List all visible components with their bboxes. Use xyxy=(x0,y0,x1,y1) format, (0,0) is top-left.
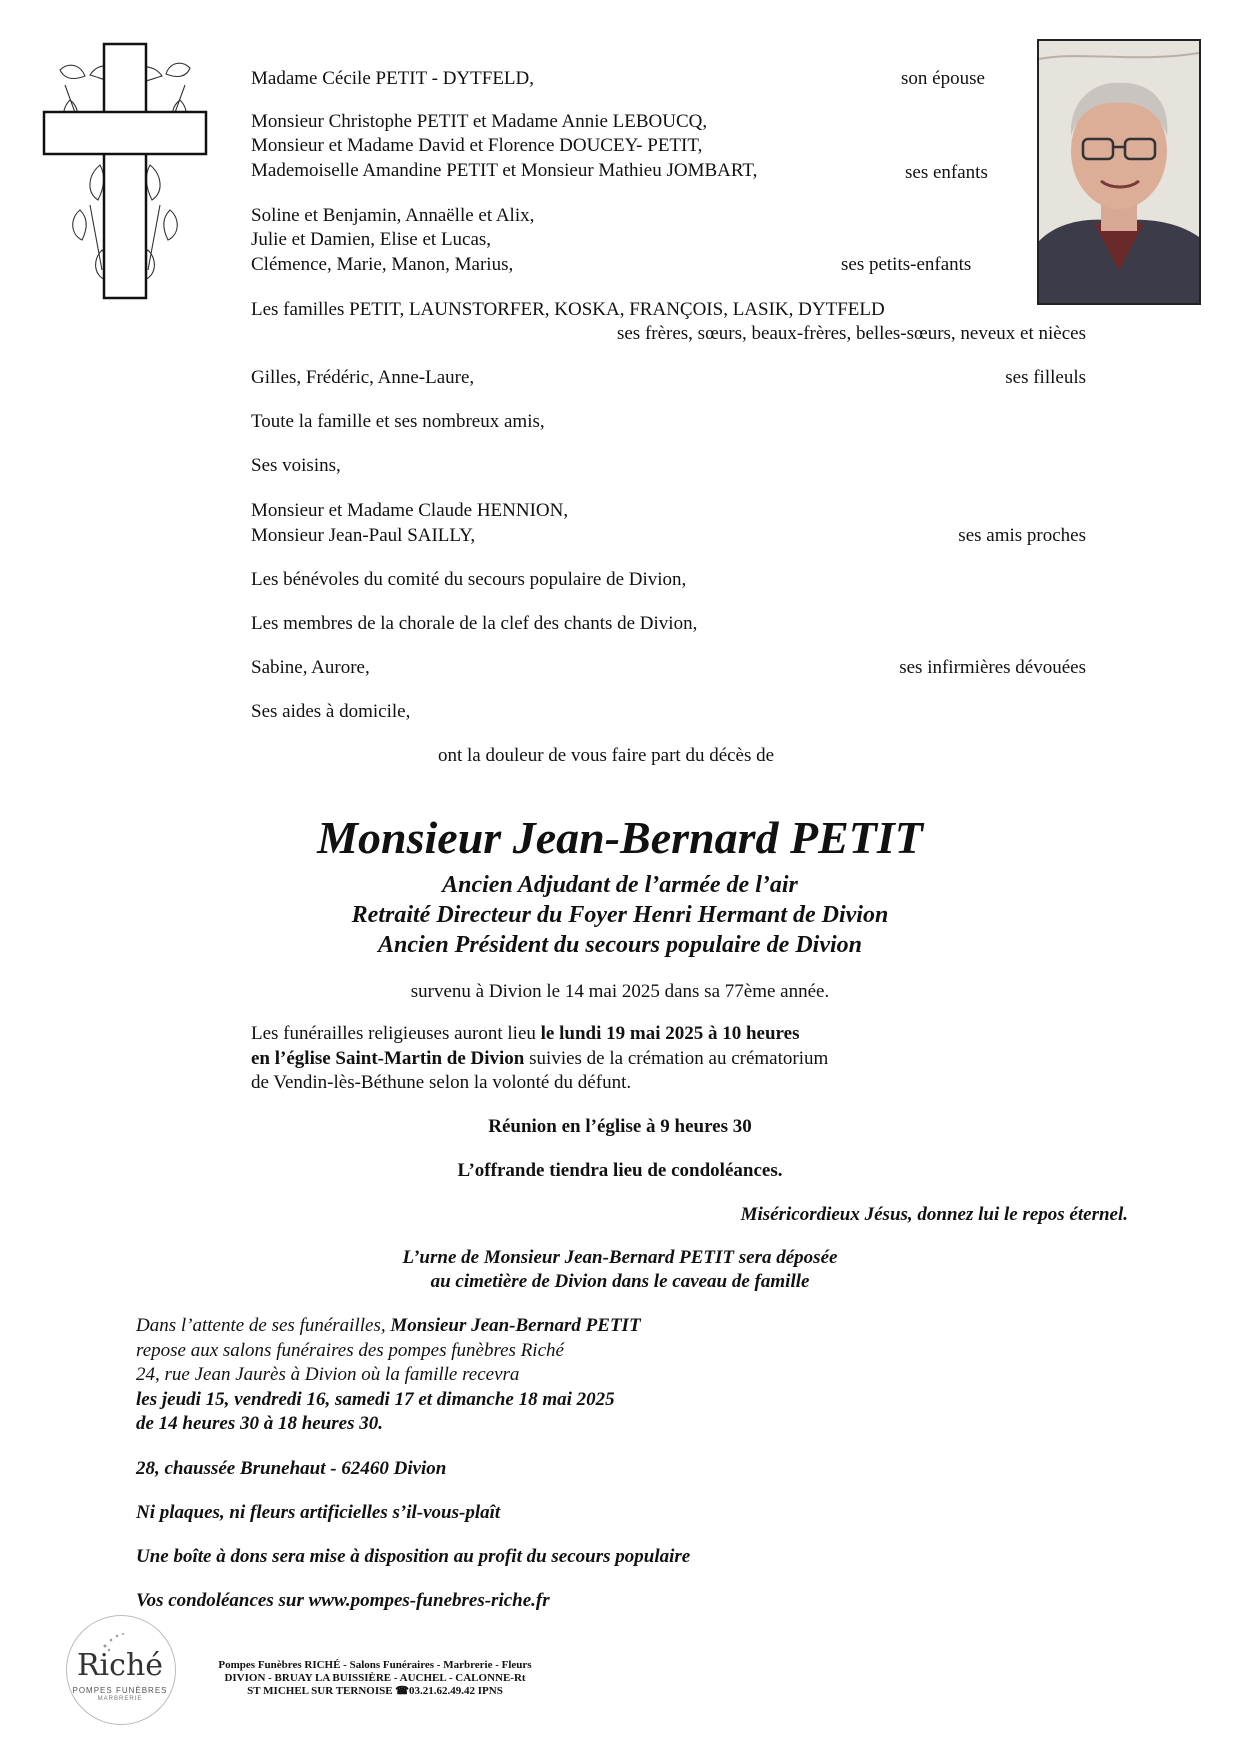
family-line: Madame Cécile PETIT - DYTFELD, xyxy=(251,68,534,89)
deceased-title: Retraité Directeur du Foyer Henri Hermant de Divion xyxy=(351,902,889,928)
prayer-text: Miséricordieux Jésus, donnez lui le repos éternel. xyxy=(740,1204,1128,1225)
family-relation: ses filleuls xyxy=(1005,367,1086,388)
family-relation: ses petits-enfants xyxy=(841,254,972,275)
funeral-church: en l’église Saint-Martin de Divion xyxy=(251,1048,525,1069)
funeral-text: de Vendin-lès-Béthune selon la volonté du défunt. xyxy=(251,1072,632,1093)
salons-text: repose aux salons funéraires des pompes funèbres Riché xyxy=(136,1340,564,1361)
urn-text: au cimetière de Divion dans le caveau de famille xyxy=(430,1271,810,1292)
riche-logo xyxy=(66,1615,176,1725)
deceased-title: Ancien Adjudant de l’armée de l’air xyxy=(442,872,798,898)
family-line: Les bénévoles du comité du secours populaire de Divion, xyxy=(251,569,687,590)
deceased-name: Monsieur Jean-Bernard PETIT xyxy=(317,812,923,863)
salons-hours: de 14 heures 30 à 18 heures 30. xyxy=(136,1413,384,1434)
family-line: Soline et Benjamin, Annaëlle et Alix, xyxy=(251,205,535,226)
cross-with-lilies-icon xyxy=(40,40,210,302)
family-line: Monsieur Jean-Paul SAILLY, xyxy=(251,525,476,546)
family-line: Monsieur et Madame David et Florence DOUCEY- PETIT, xyxy=(251,135,703,156)
donations-note: Une boîte à dons sera mise à disposition au profit du secours populaire xyxy=(136,1546,691,1567)
salons-intro: Dans l’attente de ses funérailles, xyxy=(136,1315,391,1336)
funeral-details xyxy=(251,1022,799,1046)
salons-text xyxy=(136,1314,641,1338)
condolences-link[interactable]: Vos condoléances sur www.pompes-funebres-riche.fr xyxy=(136,1590,550,1611)
home-address: 28, chaussée Brunehaut - 62460 Divion xyxy=(136,1458,447,1479)
family-line: Ses voisins, xyxy=(251,455,341,476)
family-line: Gilles, Frédéric, Anne-Laure, xyxy=(251,367,475,388)
announcement-text: ont la douleur de vous faire part du décès de xyxy=(438,745,775,766)
family-line: Les membres de la chorale de la clef des chants de Divion, xyxy=(251,613,698,634)
footer-line: DIVION - BRUAY LA BUISSIÈRE - AUCHEL - CALONNE-Rt xyxy=(224,1672,526,1684)
family-line: Julie et Damien, Elise et Lucas, xyxy=(251,229,492,250)
family-line: Monsieur Christophe PETIT et Madame Annie LEBOUCQ, xyxy=(251,111,708,132)
funeral-date: le lundi 19 mai 2025 à 10 heures xyxy=(540,1023,800,1044)
logo-wordmark: Riché xyxy=(76,1648,164,1683)
death-notice: survenu à Divion le 14 mai 2025 dans sa 77ème année. xyxy=(410,981,830,1002)
reunion-time: Réunion en l’église à 9 heures 30 xyxy=(488,1116,752,1137)
funeral-text: suivies de la crémation au crématorium xyxy=(524,1048,829,1069)
urn-text: L’urne de Monsieur Jean-Bernard PETIT sera déposée xyxy=(402,1247,838,1268)
family-relation: ses infirmières dévouées xyxy=(899,657,1086,678)
deceased-title: Ancien Président du secours populaire de Divion xyxy=(377,932,863,958)
logo-tagline2: MARBRERIE xyxy=(97,1696,143,1702)
salons-dates: les jeudi 15, vendredi 16, samedi 17 et dimanche 18 mai 2025 xyxy=(136,1389,615,1410)
family-line: Monsieur et Madame Claude HENNION, xyxy=(251,500,569,521)
logo-tagline: POMPES FUNÈBRES xyxy=(72,1686,168,1695)
salons-text: 24, rue Jean Jaurès à Divion où la famille recevra xyxy=(136,1364,520,1385)
family-line: Clémence, Marie, Manon, Marius, xyxy=(251,254,514,275)
family-line: Mademoiselle Amandine PETIT et Monsieur Mathieu JOMBART, xyxy=(251,160,758,181)
family-line: Les familles PETIT, LAUNSTORFER, KOSKA, FRANÇOIS, LASIK, DYTFELD xyxy=(251,299,885,320)
family-relation: ses enfants xyxy=(905,162,988,183)
family-line: Sabine, Aurore, xyxy=(251,657,370,678)
family-relation: son épouse xyxy=(901,68,985,89)
portrait-photo xyxy=(1037,39,1201,305)
family-relation: ses amis proches xyxy=(958,525,1086,546)
footer-line: ST MICHEL SUR TERNOISE ☎03.21.62.49.42 IPNS xyxy=(247,1685,503,1697)
family-line: Ses aides à domicile, xyxy=(251,701,411,722)
no-flowers-note: Ni plaques, ni fleurs artificielles s’il-vous-plaît xyxy=(136,1502,501,1523)
family-line: Toute la famille et ses nombreux amis, xyxy=(251,411,545,432)
family-relation: ses frères, sœurs, beaux-frères, belles-sœurs, neveux et nièces xyxy=(616,323,1086,344)
footer-line: Pompes Funèbres RICHÉ - Salons Funéraires - Marbrerie - Fleurs xyxy=(218,1659,532,1671)
funeral-details xyxy=(251,1047,828,1071)
offering-note: L’offrande tiendra lieu de condoléances. xyxy=(457,1160,783,1181)
funeral-text: Les funérailles religieuses auront lieu xyxy=(251,1023,541,1044)
salons-name: Monsieur Jean-Bernard PETIT xyxy=(390,1315,641,1336)
